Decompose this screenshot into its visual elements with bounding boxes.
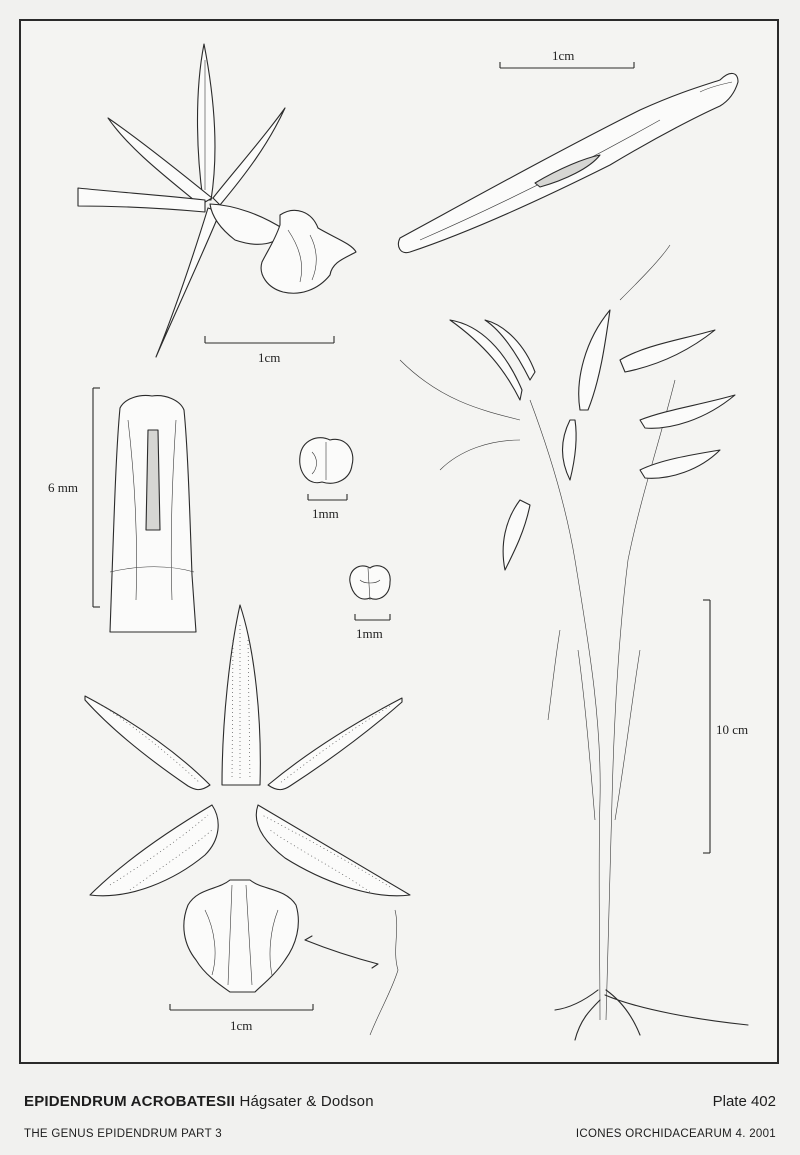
journal-citation: ICONES ORCHIDACEARUM 4. 2001: [575, 1128, 776, 1140]
scale-label-habit: 10 cm: [716, 722, 749, 737]
plant-habit: [400, 245, 748, 1040]
flower-side-view: [78, 44, 356, 365]
column-front-view: [48, 388, 196, 632]
species-name: EPIDENDRUM ACROBATESII: [24, 1093, 236, 1110]
ovary-section: [398, 48, 738, 253]
pollinarium-views: [300, 438, 390, 641]
series-title: THE GENUS EPIDENDRUM PART 3: [24, 1128, 222, 1140]
species-authors: Hágsater & Dodson: [239, 1093, 374, 1110]
species-title: [24, 1093, 374, 1110]
scale-label-column: 6 mm: [48, 480, 78, 495]
scale-label-pollinarium-front: 1mm: [312, 506, 339, 521]
dissected-flower: [85, 605, 410, 1035]
scale-label-pollinarium-side: 1mm: [356, 626, 383, 641]
scale-label-dissected: 1cm: [230, 1018, 253, 1033]
scale-label-ovary: 1cm: [552, 48, 575, 63]
plate-number: Plate 402: [712, 1093, 776, 1110]
scale-label-flower: 1cm: [258, 350, 281, 365]
